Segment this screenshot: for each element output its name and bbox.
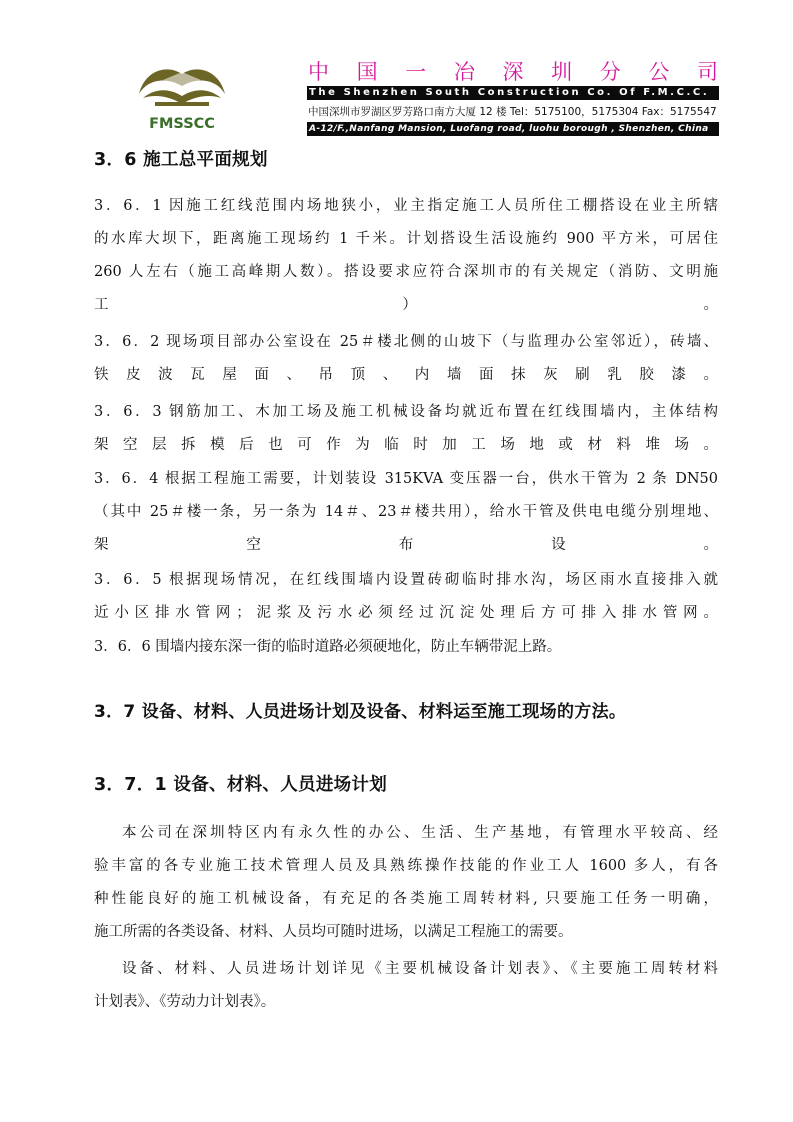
text-line: 种性能良好的施工机械设备，有充足的各类施工周转材料, 只要施工任务一明确， <box>94 891 718 907</box>
paragraph-3-6-2 <box>94 326 718 392</box>
company-char: 冶 <box>453 60 475 84</box>
paragraph-3-6-1 <box>94 190 718 322</box>
text-line: 铁皮波瓦屋面、吊顶、内墙面抹灰刷乳胶漆。 <box>94 367 718 383</box>
text-line: 3．6．4 根据工程施工需要，计划装设 315KVA 变压器一台，供水干管为 2 条 DN50 <box>94 471 718 487</box>
section-title-3-6: 3．6 施工总平面规划 <box>94 150 268 170</box>
paragraph-3-7-1-a <box>94 817 718 949</box>
company-address-en: A-12/F.,Nanfang Mansion, Luofang road, luohu borough , Shenzhen, China <box>307 122 719 136</box>
logo-text: FMSSCC <box>149 116 215 132</box>
text-line: 3．6．1 因施工红线范围内场地狭小，业主指定施工人员所住工棚搭设在业主所辖 <box>94 198 718 214</box>
section-title-3-7-1: 3．7．1 设备、材料、人员进场计划 <box>94 775 388 795</box>
text-line: 工）。 <box>94 297 718 313</box>
company-name-cn <box>308 58 718 84</box>
company-char: 中 <box>308 60 329 84</box>
paragraph-3-6-3 <box>94 396 718 462</box>
text-line: 设备、材料、人员进场计划详见《主要机械设备计划表》、《主要施工周转材料 <box>122 961 718 977</box>
text-line: 施工所需的各类设备、材料、人员均可随时进场，以满足工程施工的需要。 <box>94 924 573 940</box>
paragraph-3-6-4 <box>94 463 718 562</box>
paragraph-3-7-1-b <box>94 953 718 1019</box>
text-line: 近小区排水管网；泥浆及污水必须经过沉淀处理后方可排入排水管网。 <box>94 605 718 621</box>
company-char: 深 <box>502 60 524 84</box>
company-char: 公 <box>648 60 670 84</box>
company-char: 司 <box>697 60 718 84</box>
company-char: 国 <box>356 60 378 84</box>
text-line: 本公司在深圳特区内有永久性的办公、生活、生产基地，有管理水平较高、经 <box>122 825 718 841</box>
company-name-en: The Shenzhen South Construction Co. Of F.M.C.C. <box>307 86 719 100</box>
paragraph-3-6-5 <box>94 564 718 630</box>
text-line: （其中 25＃楼一条，另一条为 14＃、23＃楼共用），给水干管及供电电缆分别埋地、 <box>94 504 718 520</box>
text-line: 的水库大坝下，距离施工现场约 1 千米。计划搭设生活设施约 900 平方米，可居住 <box>94 231 718 247</box>
company-char: 圳 <box>551 60 573 84</box>
text-line: 3．6．2 现场项目部办公室设在 25＃楼北侧的山坡下（与监理办公室邻近），砖墙、 <box>94 334 718 350</box>
text-line: 架空层拆模后也可作为临时加工场地或材料堆场。 <box>94 437 718 453</box>
company-char: 一 <box>405 60 427 84</box>
text-line: 架空布设。 <box>94 537 718 553</box>
company-char: 分 <box>599 60 621 84</box>
text-line: 验丰富的各专业施工技术管理人员及具熟练操作技能的作业工人 1600 多人，有各 <box>94 858 718 874</box>
logo-emblem-icon <box>133 58 231 134</box>
section-title-3-7: 3．7 设备、材料、人员进场计划及设备、材料运至施工现场的方法。 <box>94 702 627 722</box>
text-line: 260 人左右（施工高峰期人数）。搭设要求应符合深圳市的有关规定（消防、文明施 <box>94 264 718 280</box>
company-address-cn: 中国深圳市罗湖区罗芳路口南方大厦 12 楼 Tel：5175100，5175304 Fax：5175547 <box>308 106 717 118</box>
text-line: 计划表》、《劳动力计划表》。 <box>94 994 276 1010</box>
text-line: 3．6．5 根据现场情况，在红线围墙内设置砖砌临时排水沟，场区雨水直接排入就 <box>94 572 718 588</box>
text-line: 3．6．3 钢筋加工、木加工场及施工机械设备均就近布置在红线围墙内，主体结构 <box>94 404 718 420</box>
paragraph-3-6-6 <box>94 631 718 664</box>
text-line: 3．6．6 围墙内接东深一街的临时道路必须硬地化，防止车辆带泥上路。 <box>94 639 562 655</box>
company-logo <box>133 58 231 134</box>
